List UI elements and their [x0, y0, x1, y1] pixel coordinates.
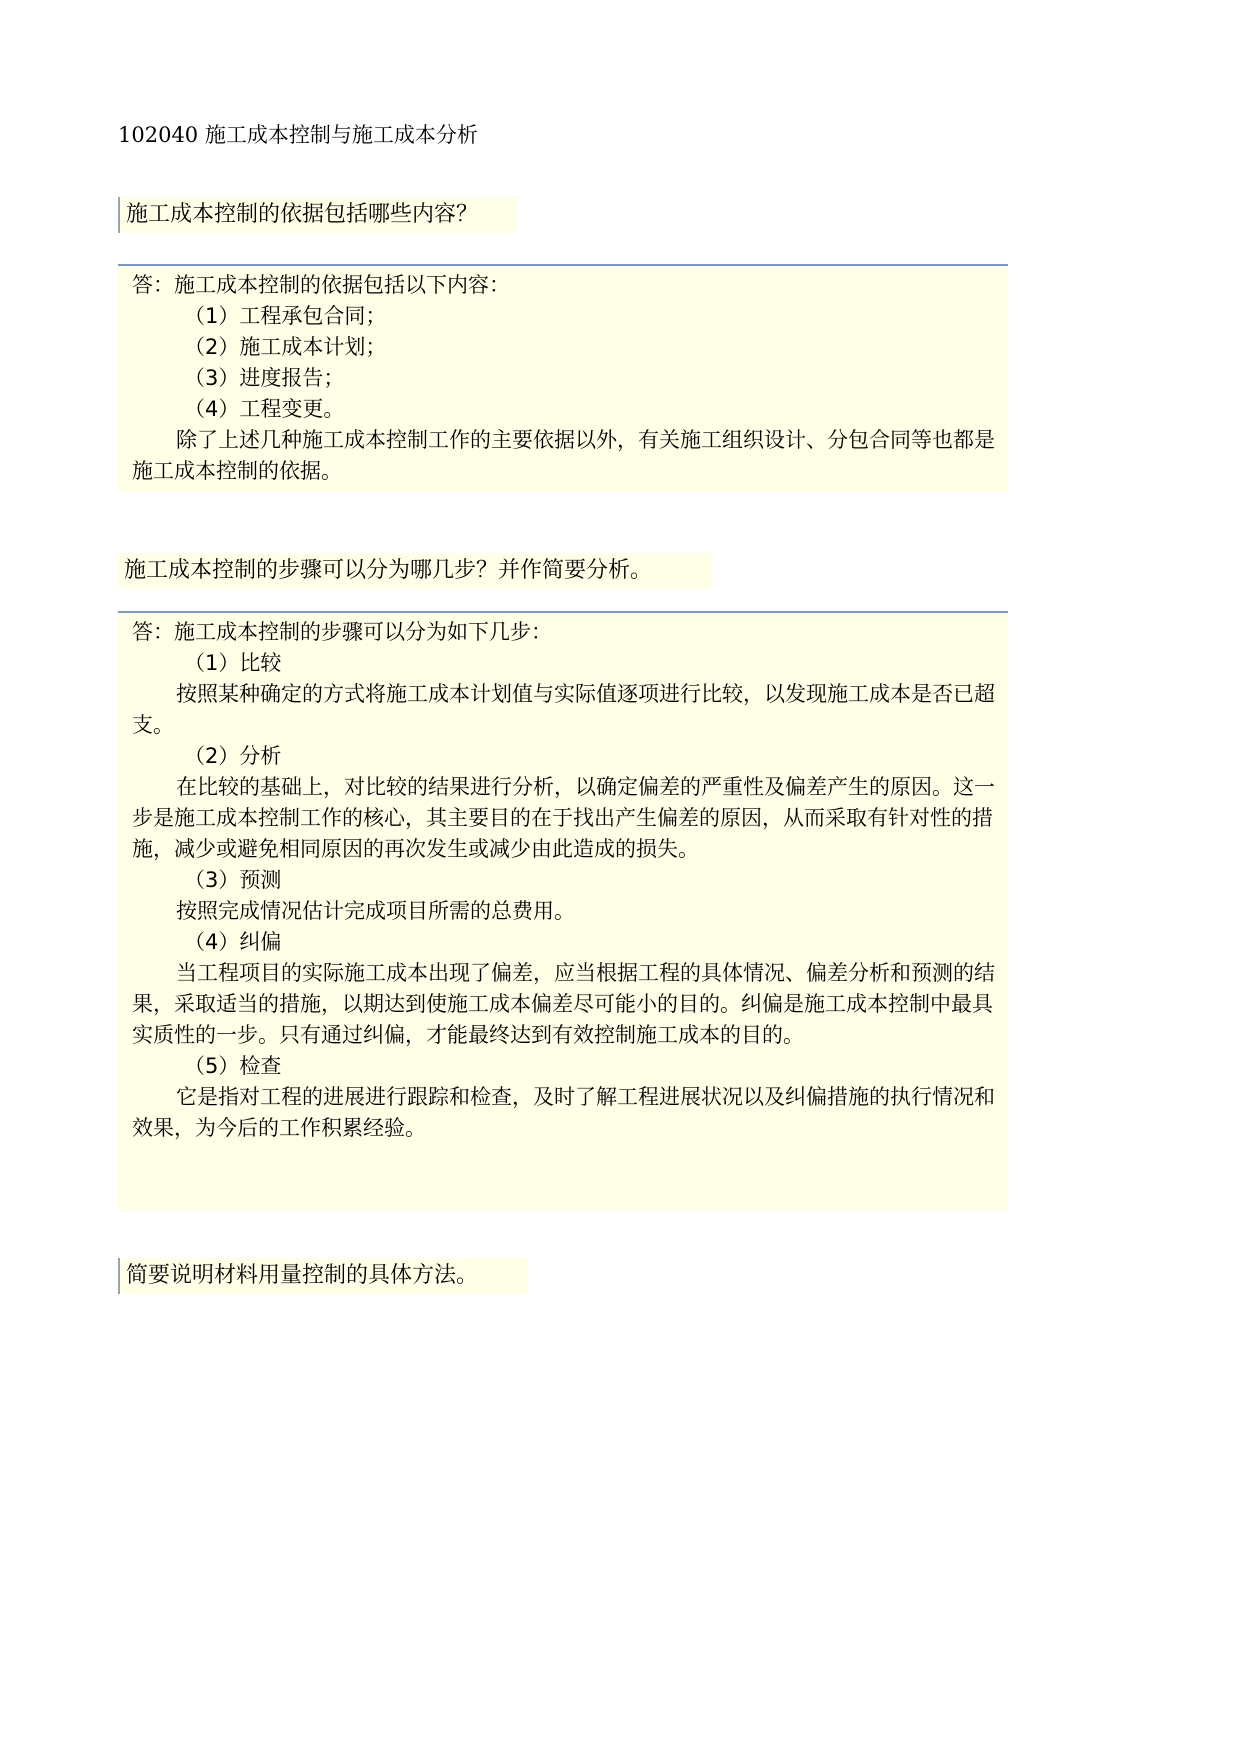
step-text: 按照某种确定的方式将施工成本计划值与实际值逐项进行比较，以发现施工成本是否已超支。: [132, 682, 995, 737]
question-box: 简要说明材料用量控制的具体方法。: [118, 1258, 528, 1294]
step-text: 在比较的基础上，对比较的结果进行分析，以确定偏差的严重性及偏差产生的原因。这一步是施工成本控制工作的核心，其主要目的在于找出产生偏差的原因，从而采取有针对性的措施，减少或避免相同原因的再次发生或减少由此造成的损失。: [132, 775, 995, 861]
answer-intro: 答：施工成本控制的步骤可以分为如下几步：: [132, 620, 552, 644]
question-box: 施工成本控制的步骤可以分为哪几步？并作简要分析。: [118, 553, 712, 589]
answer-paragraph: 除了上述几种施工成本控制工作的主要依据以外，有关施工组织设计、分包合同等也都是施工成本控制的依据。: [132, 428, 995, 483]
step-text: 它是指对工程的进展进行跟踪和检查，及时了解工程进展状况以及纠偏措施的执行情况和效果，为今后的工作积累经验。: [132, 1085, 995, 1140]
page-heading: 102040 施工成本控制与施工成本分析: [118, 123, 478, 147]
step-text: 当工程项目的实际施工成本出现了偏差，应当根据工程的具体情况、偏差分析和预测的结果，采取适当的措施，以期达到使施工成本偏差尽可能小的目的。纠偏是施工成本控制中最具实质性的一步。只有通过纠偏，才能最终达到有效控制施工成本的目的。: [132, 961, 995, 1047]
step-title: （2）分析: [184, 744, 282, 768]
step-title: （5）检查: [184, 1054, 282, 1078]
answer-item: （4）工程变更。: [184, 397, 345, 421]
step-text: 按照完成情况估计完成项目所需的总费用。: [176, 899, 575, 923]
question-box: 施工成本控制的依据包括哪些内容？: [118, 197, 518, 233]
answer-box: [118, 611, 1008, 1211]
step-title: （4）纠偏: [184, 930, 282, 954]
answer-item: （3）进度报告；: [184, 366, 345, 390]
answer-item: （2）施工成本计划；: [184, 335, 387, 359]
answer-intro: 答：施工成本控制的依据包括以下内容：: [132, 273, 510, 297]
answer-item: （1）工程承包合同；: [184, 304, 387, 328]
answer-box: [118, 264, 1008, 492]
step-title: （1）比较: [184, 651, 282, 675]
step-title: （3）预测: [184, 868, 282, 892]
